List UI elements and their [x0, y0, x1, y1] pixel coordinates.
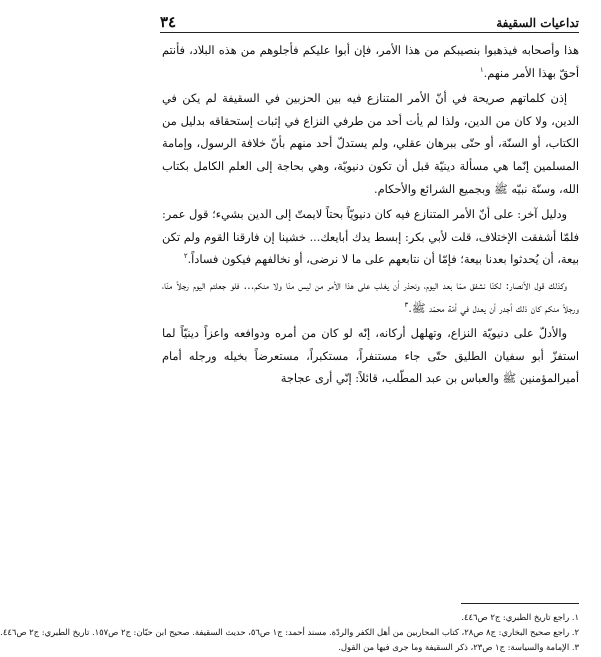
page-number: ٣٤ [160, 13, 177, 31]
paragraph [162, 323, 579, 391]
footnotes [0, 610, 579, 655]
footnote-marker[interactable]: ٣ [404, 300, 409, 309]
paragraph [162, 275, 579, 320]
paragraph [162, 204, 579, 272]
paragraph [162, 88, 579, 201]
running-header [160, 10, 579, 33]
running-title: تداعيات السقيفة [496, 16, 579, 30]
footnote: ١. راجع تاريخ الطبري: ج٢ ص٤٤٦. [461, 612, 579, 622]
body-text [162, 40, 579, 394]
footnote-marker[interactable]: ١ [479, 65, 484, 74]
paragraph-text: هذا وأصحابه فيذهبوا بنصيبكم من هذا الأمر، فإن أبوا عليكم فأجلوهم من هذه البلاد، فأنتم أحقّ بهذا الأمر منهم. [162, 44, 579, 80]
footnote-marker[interactable]: ٢ [183, 252, 188, 261]
footnote: ٣. الإمامة والسياسة: ج١ ص٢٣، ذكر السقيفة وما جرى فيها من القول. [338, 642, 579, 652]
paragraph-text: إذن كلماتهم صريحة في أنّ الأمر المتنازع فيه بين الحزبين في السقيفة لم يكن في الدين، ولا كان من الدين، ولذا لم يأت أحد من طرفي النزاع في إثبات إستحقاقه بدليل من الكتاب، أو السنّة، أو حتّى ببرهان عقلي، ولم يستدلّ أحد منهم بأنّ خلافة الرسول، وإمامة المسلمين إنّما هي مسألة دينيّة قبل أن تكون دنيويّة، وهي بحاجة إلى العلم الكامل بكتاب الله، وسنّة نبيّه ﷺ وبجميع الشرائع والأحكام. [162, 92, 579, 196]
paragraph [162, 40, 579, 85]
paragraph-text: والأدلّ على دنيويّة النزاع، وتهلهل أركانه، إنّه لو كان من أمره ودوافعه واعزاً دينيّاً لما استفزّ أبو سفيان الطليق حتّى جاء مستنفراً، مستكبراً، مستعرضاً بخيله ورجله أمام أميرالمؤمنين ﷺ والعباس بن عبد المطّلب، قائلاً: إنّي أرى عجاجة [162, 327, 579, 386]
paragraph-text: وكذلك قول الأنصار: لكنّا نشفق ممّا بعد اليوم، ونحذر أن يغلب على هذا الأمر من ليس منّا ولا منكم... فلو جعلتم اليوم رجلاً منّا، ورجلاً منكم كان ذلك أجدر أن يعدل في أمّة محمّد ﷺ. [162, 278, 579, 315]
footnote: ٢. راجع صحيح البخاري: ج٨ ص٢٨، كتاب المحاربين من أهل الكفر والردّة. مسند أحمد: ج١ ص٥٦، حديث السقيفة. صحيح ابن حبّان: ج٢ ص١٥٧. تاريخ الطبري: ج٢ ص٤٤٦. [0, 627, 579, 637]
paragraph-text: ودليل آخر: على أنّ الأمر المتنازع فيه كان دنيويّاً بحتاً لايمتّ إلى الدين بشيء؛ قول عمر: فلمّا أشفقت الإختلاف، قلت لأبي بكر: إبسط يدك أبايعك... خشينا إن فارقنا القوم ولم تكن بيعة، أن يُحدثوا بعدنا بيعة؛ فإمّا أن نتابعهم على ما لا نرضى، أو نخالفهم فيكون فساداً. [162, 208, 579, 267]
footnote-divider [461, 603, 579, 604]
